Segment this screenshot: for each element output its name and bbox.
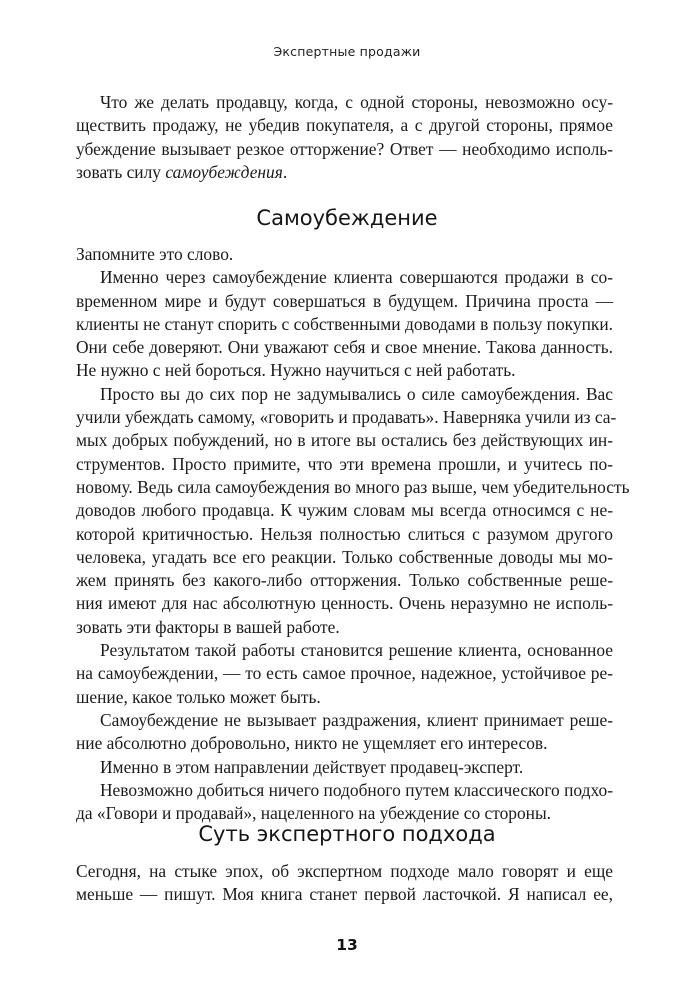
- section1-body: [76, 243, 630, 825]
- text-fragment: зовать силу: [76, 161, 166, 182]
- text-line: Запомните это слово.: [76, 244, 234, 264]
- text-line: зовать эти факторы в вашей работе.: [76, 616, 340, 637]
- text-line: ществить продажу, не убедив покупателя, а с другой стороны, прямое: [76, 115, 613, 136]
- text-line: ние абсолютно добровольно, никто не ущемляет его интересов.: [76, 733, 548, 754]
- section-heading-samoubezhdenie: Самоубеждение: [256, 206, 438, 230]
- text-line: [76, 161, 613, 184]
- text-line: да «Говори и продавай», нацеленного на убеждение со стороны.: [76, 803, 551, 824]
- text-line: клиенты не станут спорить с собственными доводами в пользу покупки.: [76, 313, 613, 334]
- text-line: Просто вы до сих пор не задумывались о силе самоубеждения. Вас: [100, 383, 613, 404]
- text-line: Именно через самоубеждение клиента совершаются продажи в со-: [100, 267, 613, 288]
- text-fragment: .: [282, 161, 288, 182]
- text-line: человека, угадать все его реакции. Только собственные доводы мы мо-: [76, 546, 613, 567]
- text-line: Что же делать продавцу, когда, с одной стороны, невозможно осу-: [100, 92, 613, 112]
- text-line: жем принять без какого-либо отторжения. Только собственные реше-: [76, 570, 613, 591]
- text-line: временном мире и будут совершаться в будущем. Причина проста —: [76, 290, 613, 311]
- text-line: струментов. Просто примите, что эти времена прошли, и учитесь по-: [76, 453, 613, 474]
- text-line: Самоубеждение не вызывает раздражения, клиент принимает реше-: [100, 709, 613, 730]
- intro-paragraph: [76, 91, 613, 184]
- text-line: ния имеют для нас абсолютную ценность. Очень неразумно не исполь-: [76, 593, 613, 614]
- text-line: Результатом такой работы становится решение клиента, основанное: [100, 640, 613, 661]
- section-heading-sut-ekspertnogo-podhoda: Суть экспертного подхода: [198, 822, 496, 846]
- running-header: Экспертные продажи: [273, 44, 421, 59]
- text-line: Сегодня, на стыке эпох, об экспертном подходе мало говорят и еще: [76, 861, 613, 881]
- text-line: шение, какое только может быть.: [76, 686, 321, 707]
- emphasis-text: самоубеждения: [165, 161, 283, 182]
- text-line: Невозможно добиться ничего подобного путем классического подхо-: [100, 779, 613, 800]
- text-line: новому. Ведь сила самоубеждения во много раз выше, чем убедительность: [76, 476, 630, 497]
- text-line: учили убеждать самому, «говорить и продавать». Наверняка учили из са-: [76, 407, 617, 428]
- text-line: доводов любого продавца. К чужим словам мы всегда относимся с не-: [76, 500, 613, 521]
- text-line: убеждение вызывает резкое отторжение? Ответ — необходимо исполь-: [76, 138, 613, 159]
- page-number: 13: [336, 936, 358, 954]
- section2-body: [76, 860, 613, 907]
- text-line: которой критичностью. Нельзя полностью слиться с разумом другого: [76, 523, 613, 544]
- text-line: Именно в этом направлении действует продавец-эксперт.: [100, 756, 524, 777]
- text-line: мых добрых побуждений, но в итоге вы остались без действующих ин-: [76, 430, 613, 451]
- text-line: меньше — пишут. Моя книга станет первой ласточкой. Я написал ее,: [76, 884, 613, 905]
- text-line: Они себе доверяют. Они уважают себя и свое мнение. Такова данность.: [76, 337, 613, 358]
- text-line: Не нужно с ней бороться. Нужно научиться с ней работать.: [76, 360, 516, 381]
- text-line: на самоубеждении, — то есть самое прочное, надежное, устойчивое ре-: [76, 663, 613, 684]
